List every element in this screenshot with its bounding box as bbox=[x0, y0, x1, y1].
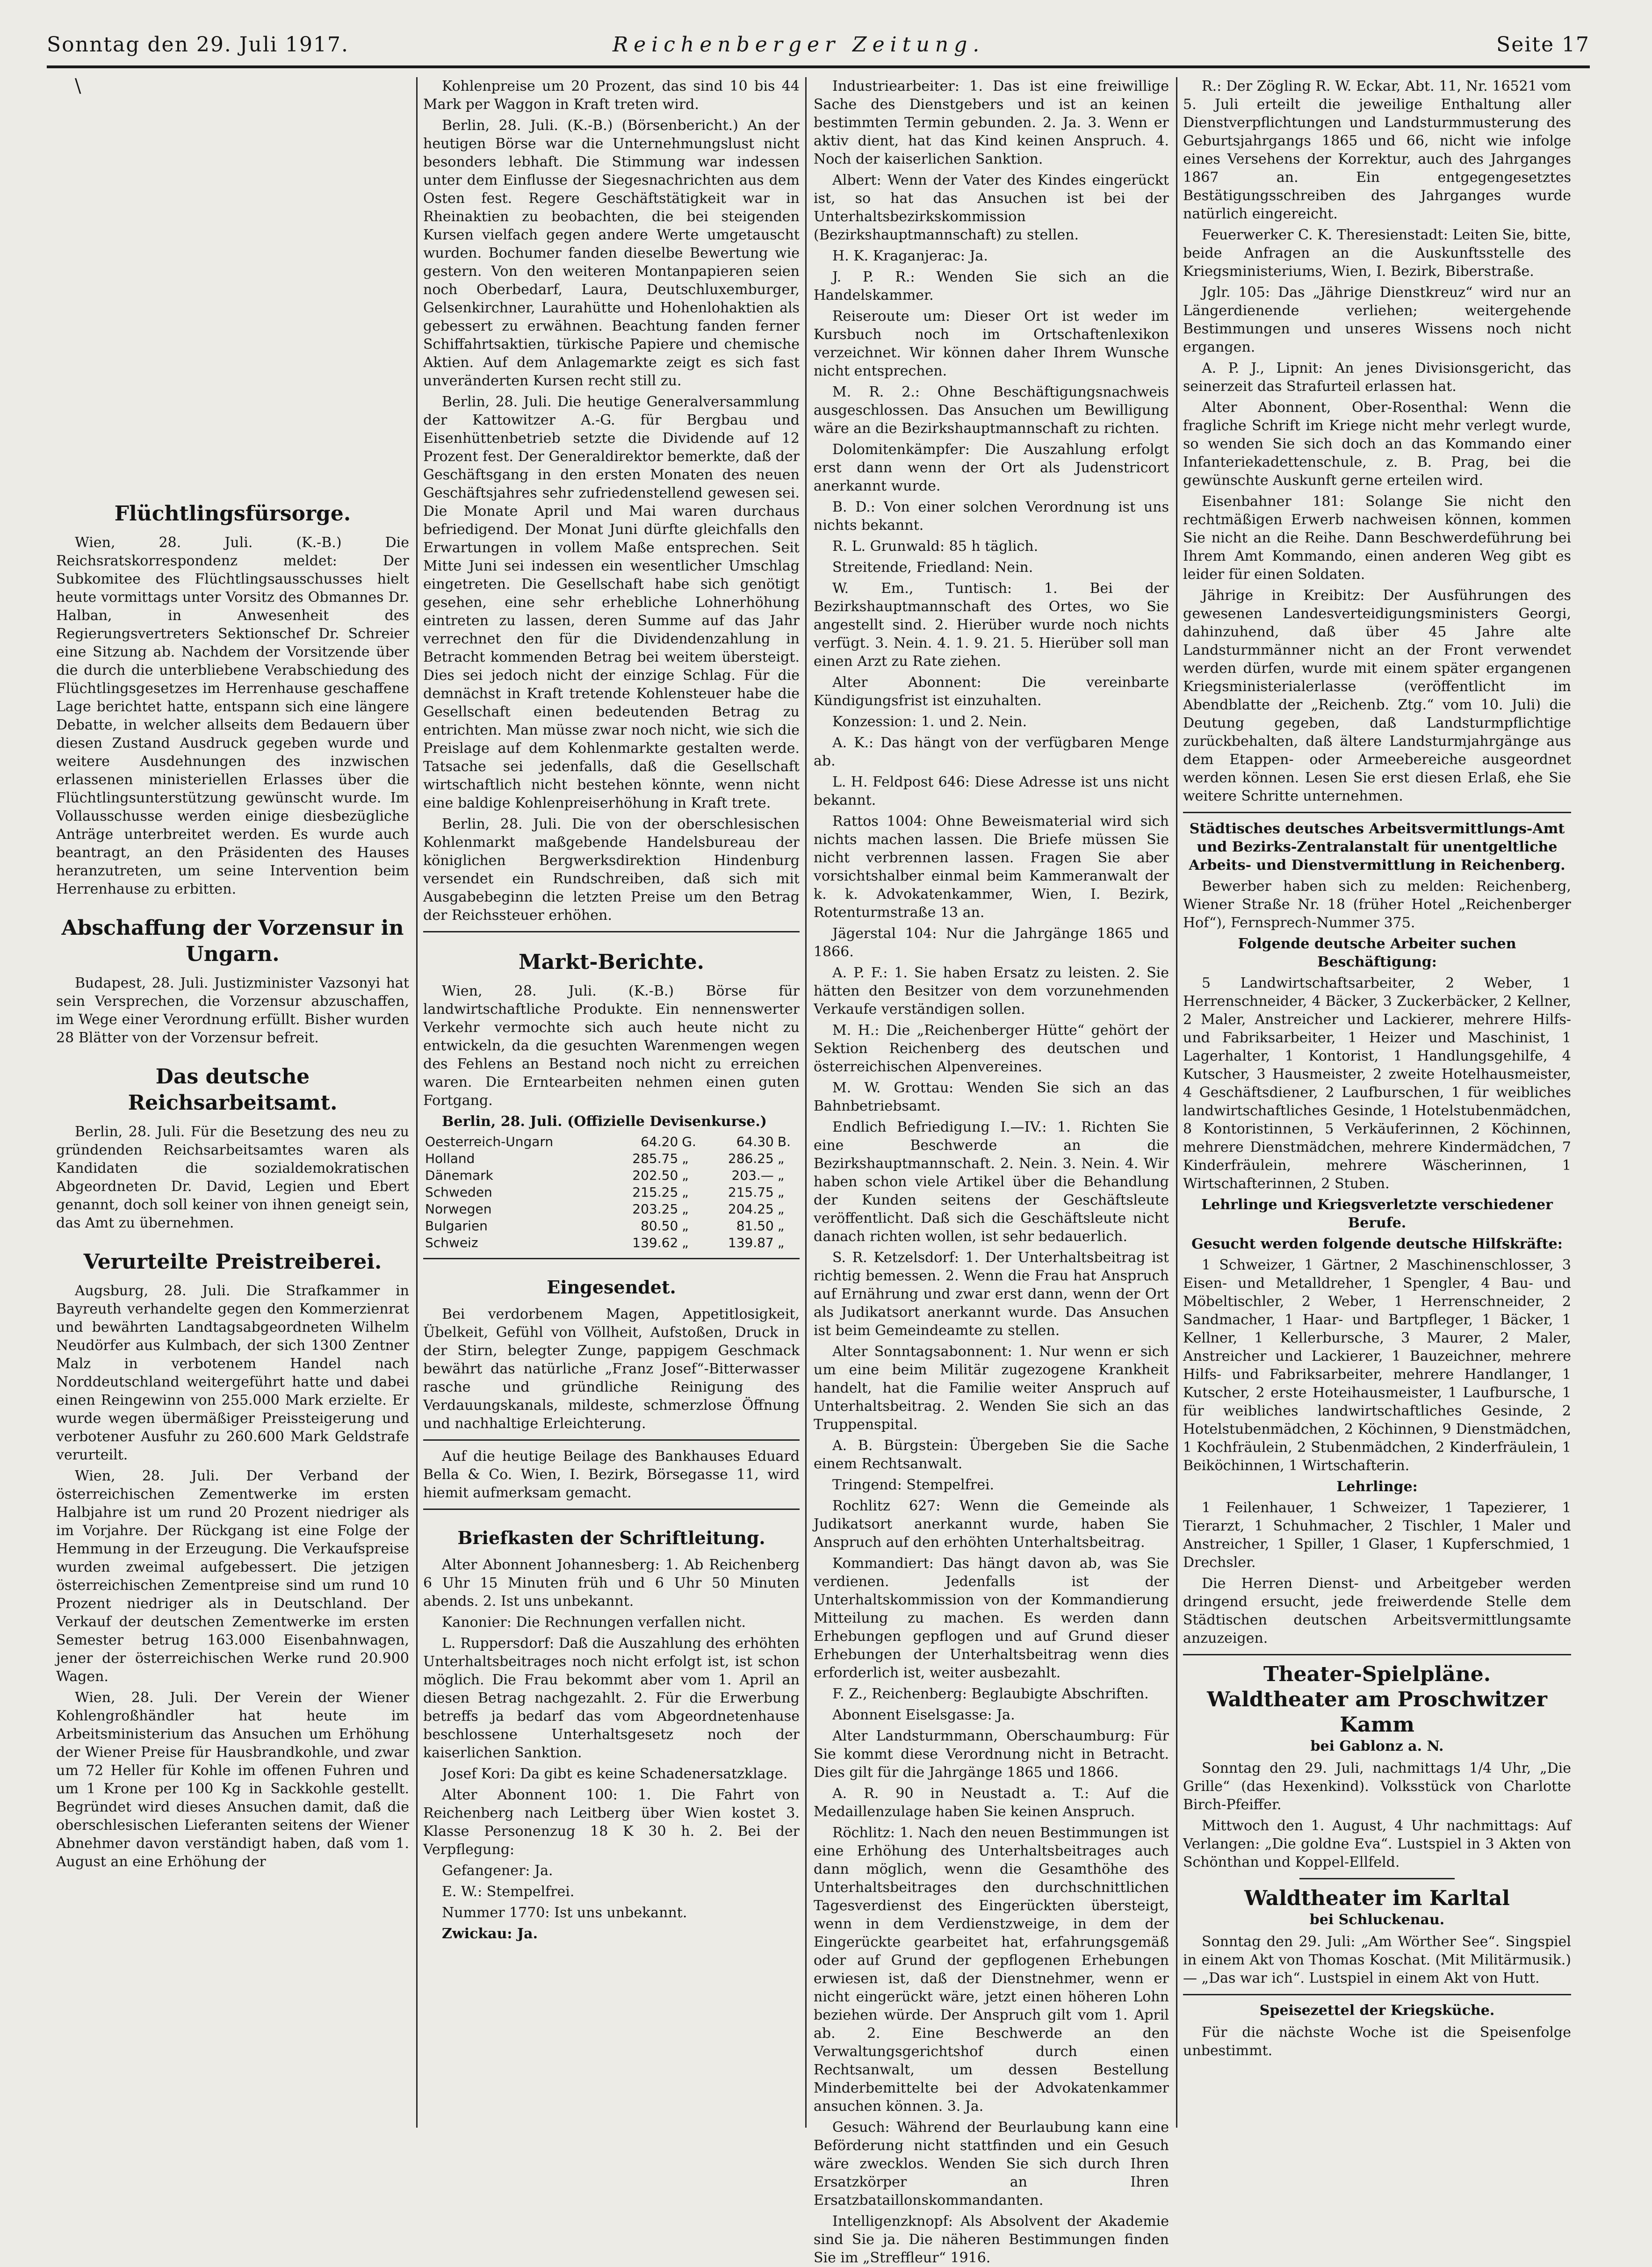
rate-ask: 204.25 bbox=[728, 1201, 774, 1217]
section-rule bbox=[423, 1509, 800, 1510]
letter-reply: Abonnent Eiselsgasse: Ja. bbox=[832, 1707, 1015, 1723]
letter-reply: Kommandiert: Das hängt davon ab, was Sie verdienen. Jedenfalls ist der Unterhaltskommission von der Kommandierung Mitteilung zu machen. Es werden dann Erhebungen gepflogen und auf Grund dieser Erhebungen der Unterhaltsbeitrag wenn dies erforderlich ist, weiter ausbezahlt. bbox=[814, 1555, 1169, 1681]
letter-reply: Tringend: Stempelfrei. bbox=[832, 1477, 995, 1493]
rate-bid: 285.75 bbox=[632, 1151, 678, 1166]
rate-mark: „ bbox=[682, 1184, 689, 1200]
letter-reply: Gesuch: Während der Beurlaubung kann eine Beförderung nicht stattfinden und ein Gesuch wäre zwecklos. Wenden Sie sich durch Ihren Ersatzkörper an Ihren Ersatzbataillonskommandanten. bbox=[814, 2119, 1169, 2209]
article-text: Berlin, 28. Juli. Die heutige Generalversammlung der Kattowitzer A.-G. für Bergbau und Eisenhüttenbetrieb setzte die Dividende auf 12 Prozent fest. Der Generaldirektor bemerkte, daß der Geschäftsgang in den ersten Monaten des neuen Geschäftsjahres sehr zufriedenstellend gewesen sei. Die Monate April und Mai waren durchaus befriedigend. Der Monat Juni dürfte gleichfalls den Erwartungen in vollem Maße entsprechen. Seit Mitte Juni sei indessen ein wesentlicher Umschlag eingetreten. Die Gesellschaft habe sich genötigt gesehen, eine sehr erhebliche Lohnerhöhung eintreten zu lassen, deren Summe auf das Jahr verrechnet den für die Dividendenzahlung in Betracht kommenden Betrag bei weitem übersteigt. Dies sei jedoch nicht der einzige Schlag. Für die demnächst in Kraft tretende Kohlensteuer habe die Gesellschaft einen bedeutenden Betrag zu entrichten. Man müsse zwar noch nicht, wie sich die Preislage auf dem Kohlenmarkte gestalten werde. Tatsache sei jedenfalls, daß die Gesellschaft wirtschaftlich nicht bestehen könnte, wenn nicht eine baldige Kohlenpreiserhöhung in Kraft trete. bbox=[423, 394, 800, 811]
letter-reply: M. W. Grottau: Wenden Sie sich an das Bahnbetriebsamt. bbox=[814, 1080, 1169, 1114]
currency-name: Bulgarien bbox=[425, 1218, 488, 1234]
letter-reply: J. P. R.: Wenden Sie sich an die Handelskammer. bbox=[814, 269, 1169, 303]
rate-mark: G. bbox=[682, 1134, 696, 1149]
column-rule bbox=[1176, 77, 1177, 2128]
rate-mark: „ bbox=[777, 1218, 785, 1234]
letter-reply: Alter Abonnent 100: 1. Die Fahrt von Reichenberg nach Leitberg über Wien kostet 3. Klasse Personenzug 18 K 30 h. 2. Bei der Verpflegung: bbox=[423, 1787, 800, 1858]
page-number: Seite 17 bbox=[1496, 33, 1590, 57]
letter-reply: A. P. J., Lipnit: An jenes Divisionsgericht, das seinerzeit das Strafurteil erlassen hat. bbox=[1183, 360, 1571, 395]
letter-reply: Röchlitz: 1. Nach den neuen Bestimmungen ist eine Erhöhung des Unterhaltsbeitrages auch dann möglich, wenn die Gesamthöhe des Unterhaltsbeitrages den durchschnittlichen Tagesverdienst des Eingerückten übersteigt, wenn in dem Verdienstzweige, in dem der Eingerückte gearbeitet hat, erfahrungsgemäß oder auf Grund der gepflogenen Erhebungen erwiesen ist, daß der Dienstnehmer, wenn er nicht eingerückt wäre, jetzt einen höheren Lohn beziehen würde. Der Anspruch gilt vom 1. April ab. 2. Eine Beschwerde an den Verwaltungsgerichtshof durch einen Rechtsanwalt, um dessen Bestellung Minderbemittelte bei der Advokatenkammer ansuchen können. 3. Ja. bbox=[814, 1825, 1169, 2115]
program-text: Mittwoch den 1. August, 4 Uhr nachmittags: Auf Verlangen: „Die goldne Eva“. Lustspiel in 3 Akten von Schönthan und Koppel-Ellfeld. bbox=[1183, 1818, 1571, 1870]
article-text: Wien, 28. Juli. Der Verband der österreichischen Zementwerke im ersten Halbjahre ist um rund 20 Prozent niedriger als im Vorjahre. Der Rückgang ist eine Folge der Hemmung in der Erzeugung. Die Verkaufspreise wurden zweimal aufgebessert. Die jetzigen österreichischen Zementpreise sind um rund 10 Prozent niedriger als in Deutschland. Der Verkauf der deutschen Zementwerke im ersten Semester betrug 163.000 Eisenbahnwagen, jener der österreichischen Werke rund 20.900 Wagen. bbox=[56, 1468, 409, 1685]
letter-reply: Alter Abonnent: Die vereinbarte Kündigungsfrist ist einzuhalten. bbox=[814, 674, 1169, 709]
article-heading: Flüchtlingsfürsorge. bbox=[114, 502, 351, 526]
stray-mark: \ bbox=[75, 75, 81, 97]
rate-ask: 215.75 bbox=[728, 1184, 774, 1200]
notice-text: Die Herren Dienst- und Arbeitgeber werden dringend ersucht, jede freiwerdende Stelle dem Städtischen deutschen Arbeitsvermittlungsamte anzuzeigen. bbox=[1183, 1575, 1571, 1646]
newspaper-title: Reichenberger Zeitung. bbox=[613, 33, 985, 57]
subsection-heading: Lehrlinge: bbox=[1336, 1479, 1418, 1495]
letter-reply: E. W.: Stempelfrei. bbox=[442, 1884, 575, 1900]
section-heading: Markt-Berichte. bbox=[519, 950, 704, 974]
theater-name: Waldtheater am Proschwitzer Kamm bbox=[1207, 1688, 1547, 1737]
rate-mark: „ bbox=[777, 1151, 785, 1166]
letter-reply: Josef Kori: Da gibt es keine Schadenersatzklage. bbox=[442, 1766, 788, 1782]
rate-bid: 64.20 bbox=[641, 1134, 678, 1149]
rate-mark: „ bbox=[682, 1151, 689, 1166]
rate-mark: „ bbox=[777, 1184, 785, 1200]
letter-reply: R. L. Grunwald: 85 h täglich. bbox=[832, 538, 1039, 555]
letter-reply: Alter Abonnent Johannesberg: 1. Ab Reichenberg 6 Uhr 15 Minuten früh und 6 Uhr 50 Minuten abends. 2. Ist uns unbekannt. bbox=[423, 1557, 800, 1610]
currency-name: Schweden bbox=[425, 1184, 492, 1200]
letter-reply: Dolomitenkämpfer: Die Auszahlung erfolgt erst dann wenn der Ort als Judenstricort anerkannt wurde. bbox=[814, 441, 1169, 494]
letter-reply: Industriearbeiter: 1. Das ist eine freiwillige Sache des Dienstgebers und ist an keinen bestimmten Termin gebunden. 2. Ja. 3. Wenn er aktiv dient, hat das Kind keinen Anspruch. 4. Noch der kaiserlichen Sanktion. bbox=[814, 78, 1169, 167]
program-text: Sonntag den 29. Juli: „Am Wörther See“. Singspiel in einem Akt von Thomas Koschat. (Mit Militärmusik.) — „Das war ich“. Lustspiel in einem Akt von Hutt. bbox=[1183, 1934, 1571, 1986]
section-rule bbox=[1183, 1654, 1571, 1655]
rate-mark: „ bbox=[682, 1201, 689, 1217]
letter-reply: M. H.: Die „Reichenberger Hütte“ gehört der Sektion Reichenberg des deutschen und österreichischen Alpenvereines. bbox=[814, 1022, 1169, 1075]
column-3 bbox=[814, 77, 1169, 2266]
letter-reply: Reiseroute um: Dieser Ort ist weder im Kursbuch noch im Ortschaftenlexikon verzeichnet. Wir können daher Ihrem Wunsche nicht entsprechen. bbox=[814, 308, 1169, 379]
notice-text: 1 Feilenhauer, 1 Schweizer, 1 Tapezierer, 1 Tierarzt, 1 Schuhmacher, 2 Tischler, 1 Maler und Anstreicher, 1 Spiller, 1 Glaser, 1 Kupferschmied, 1 Drechsler. bbox=[1183, 1500, 1571, 1571]
letter-reply: S. R. Ketzelsdorf: 1. Der Unterhaltsbeitrag ist richtig bemessen. 2. Wenn die Frau hat Anspruch auf Ernährung und zwar erst dann, wenn der Ort als Judikatsort anerkannt wurde. Das Ansuchen ist beim Gemeindeamte zu stellen. bbox=[814, 1249, 1169, 1339]
rate-mark: „ bbox=[682, 1218, 689, 1234]
rate-bid: 80.50 bbox=[641, 1218, 678, 1234]
letter-reply: A. R. 90 in Neustadt a. T.: Auf die Medaillenzulage haben Sie keinen Anspruch. bbox=[814, 1785, 1169, 1820]
section-rule bbox=[423, 1258, 800, 1259]
advertisement-text: Bei verdorbenem Magen, Appetitlosigkeit, Übelkeit, Gefühl von Völlheit, Aufstoßen, Druck in der Stirn, belegter Zunge, pappigem Geschmack bewährt das natürliche „Franz Josef“-Bitterwasser rasche und gründliche Reinigung des Verdauungskanals, mildeste, schmerzlose Öffnung und nachhaltige Erleichterung. bbox=[423, 1306, 800, 1432]
letter-reply: Alter Sonntagsabonnent: 1. Nur wenn er sich um eine beim Militär zugezogene Krankheit handelt, hat die Familie weiter Anspruch auf Unterhaltsbeitrag. 2. Wenden Sie sich an das Truppenspital. bbox=[814, 1343, 1169, 1433]
section-rule bbox=[423, 1439, 800, 1441]
article-text: Wien, 28. Juli. (K.-B.) Die Reichsratskorrespondenz meldet: Der Subkomitee des Flüchtlingsausschusses hielt heute vormittags unter Vorsitz des Obmannes Dr. Halban, in Anwesenheit des Regierungsvertreters Sektionschef Dr. Schreier eine Sitzung ab. Nachdem der Vorsitzende über die durch die unterbliebene Verabschiedung des Flüchtlingsgesetzes im Herrenhause geschaffene Lage berichtet hatte, entspann sich eine längere Debatte, in welcher allseits dem Bedauern über diesen Zustand Ausdruck gegeben wurde und weitere Ausdehnungen des inzwischen erlassenen ministeriellen Erlasses über die Flüchtlingsunterstützung gewünscht wurde. Im Vollausschusse werden einige diesbezügliche Anträge unterbreitet werden. Es wurde auch beantragt, an den Präsidenten des Hauses heranzutreten, um seine Intervention beim Herrenhause zu erbitten. bbox=[56, 534, 409, 897]
letter-reply: A. P. F.: 1. Sie haben Ersatz zu leisten. 2. Sie hätten den Besitzer von dem vorzunehmenden Verkaufe verständigen sollen. bbox=[814, 965, 1169, 1018]
letter-reply: Jährige in Kreibitz: Der Ausführungen des gewesenen Landesverteidigungsministers Georgi, dahinzuhend, daß über 45 Jahre alte Landsturmmänner nicht an der Front verwendet werden dürfen, wurde mit einem später ergangenen Kriegsministerialerlasse (veröffentlicht im Abendblatte der „Reichenb. Ztg.“ vom 10. Juli) die Deutung gegeben, daß Landsturmpflichtige zurückbehalten, daß ältere Landsturmjahrgänge aus dem Etappen- oder Armeebereiche ausgeordnet werden können. Lesen Sie erst diesen Erlaß, ehe Sie weitere Schritte unternehmen. bbox=[1183, 587, 1571, 804]
letter-reply: B. D.: Von einer solchen Verordnung ist uns nichts bekannt. bbox=[814, 499, 1169, 534]
letter-reply: Zwickau: Ja. bbox=[442, 1926, 538, 1942]
rate-ask: 139.87 bbox=[728, 1235, 774, 1250]
notice-text: Für die nächste Woche ist die Speisenfolge unbestimmt. bbox=[1183, 2024, 1571, 2059]
article-text: Berlin, 28. Juli. (K.-B.) (Börsenbericht.) An der heutigen Börse war die Unternehmungslust nicht besonders lebhaft. Die Stimmung war indessen unter dem Einflusse der Siegesnachrichten aus dem Osten fest. Regere Geschäftstätigkeit war in Rheinaktien zu beobachten, die bei steigenden Kursen vielfach gegen andere Werte umgetauscht wurden. Bochumer fanden dieselbe Bewertung wie gestern. Von den weiteren Montanpapieren seien noch Oberbedarf, Laura, Deutschluxemburger, Gelsenkirchner, Laurahütte und Hohenlohaktien als gebessert zu erwähnen. Beachtung fanden ferner Schiffahrtsaktien, türkische Papiere und chemische Aktien. Auf dem Anlagemarkte zeigt es sich fast unveränderten Kursen recht still zu. bbox=[423, 117, 800, 389]
section-heading: Eingesendet. bbox=[547, 1277, 676, 1298]
article-text: Wien, 28. Juli. (K.-B.) Börse für landwirtschaftliche Produkte. Ein nennenswerter Verkehr vermochte sich auch heute nicht zu entwickeln, da die gesuchten Warenmengen wegen des Fehlens an Bestand noch nicht zu erreichen waren. Die Erntearbeiten nehmen einen guten Fortgang. bbox=[423, 983, 800, 1109]
rate-bid: 203.25 bbox=[632, 1201, 678, 1217]
section-heading: Städtisches deutsches Arbeitsvermittlungs-Amt und Bezirks-Zentralanstalt für unentgeltliche Arbeits- und Dienstvermittlung in Reichenberg. bbox=[1189, 821, 1565, 874]
article-text: Kohlenpreise um 20 Prozent, das sind 10 bis 44 Mark per Waggon in Kraft treten wird. bbox=[423, 78, 800, 113]
theater-location: bei Gablonz a. N. bbox=[1310, 1738, 1444, 1754]
letter-reply: M. R. 2.: Ohne Beschäftigungsnachweis ausgeschlossen. Das Ansuchen um Bewilligung wäre an die Bezirkshauptmannschaft zu richten. bbox=[814, 384, 1169, 437]
notice-text: 1 Schweizer, 1 Gärtner, 2 Maschinenschlosser, 3 Eisen- und Metalldreher, 1 Spengler, 4 Bau- und Möbeltischler, 2 Weber, 1 Herrenschneider, 2 Sandmacher, 1 Haar- und Bartpfleger, 1 Bäcker, 1 Kellner, 1 Kellerbursche, 3 Maurer, 2 Maler, Anstreicher und Lackierer, 1 Bauzeichner, mehrere Hilfs- und Fabriksarbeiter, mehrere Handlanger, 1 Kutscher, 2 erste Hoteihausmeister, 1 Laufbursche, 1 für weibliches landwirtschaftliches Gesinde, 2 Hotelstubenmädchen, 2 Köchinnen, 9 Dienstmädchen, 1 Kochfräulein, 2 Stubenmädchen, 2 Kinderfräulein, 1 Beiköchinnen, 1 Wirtschafterin. bbox=[1183, 1257, 1571, 1474]
letter-reply: A. K.: Das hängt von der verfügbaren Menge ab. bbox=[814, 735, 1169, 769]
article-text: Berlin, 28. Juli. Die von der oberschlesischen Kohlenmarkt maßgebende Handelsbureau der königlichen Bergwerksdirektion Hindenburg versendet ein Rundschreiben, daß sich mit Ausgabebeginn die letzten Preise um den Betrag der Reichssteuer erhöhen. bbox=[423, 816, 800, 924]
subsection-heading: Lehrlinge und Kriegsverletzte verschiedener Berufe. bbox=[1201, 1197, 1553, 1231]
letter-reply: R.: Der Zögling R. W. Eckar, Abt. 11, Nr. 16521 vom 5. Juli erteilt die jeweilige Enthaltung aller Dienstverpflichtungen und Landsturmmusterung des Geburtsjahrgangs 1865 und 66, nicht wie infolge eines Versehens der Korrektur, auch des Jahrganges 1867 an. Ein entgegengesetztes Bestätigungsschreiben des Jahrganges wurde natürlich eingereicht. bbox=[1183, 78, 1571, 222]
letter-reply: Gefangener: Ja. bbox=[442, 1863, 553, 1879]
exchange-rate-row bbox=[423, 1184, 800, 1201]
issue-date: Sonntag den 29. Juli 1917. bbox=[47, 33, 349, 57]
exchange-rate-table bbox=[423, 1134, 800, 1251]
exchange-heading: Berlin, 28. Juli. (Offizielle Devisenkurse.) bbox=[442, 1113, 767, 1130]
advertisement-text: Auf die heutige Beilage des Bankhauses Eduard Bella & Co. Wien, I. Bezirk, Börsegasse 11, wird hiemit aufmerksam gemacht. bbox=[423, 1448, 800, 1501]
program-text: Sonntag den 29. Juli, nachmittags 1/4 Uhr, „Die Grille“ (das Hexenkind). Volksstück von Charlotte Birch-Pfeiffer. bbox=[1183, 1760, 1571, 1813]
rate-mark: „ bbox=[682, 1168, 689, 1183]
exchange-rate-row bbox=[423, 1167, 800, 1184]
section-rule bbox=[1299, 1878, 1455, 1879]
letter-reply: Intelligenzknopf: Als Absolvent der Akademie sind Sie ja. Die näheren Bestimmungen finden Sie im „Streffleur“ 1916. bbox=[814, 2213, 1169, 2266]
rate-ask: 203.— bbox=[731, 1168, 774, 1183]
subsection-heading: Folgende deutsche Arbeiter suchen Beschäftigung: bbox=[1238, 936, 1516, 970]
exchange-rate-row bbox=[423, 1150, 800, 1167]
notice-text: Bewerber haben sich zu melden: Reichenberg, Wiener Straße Nr. 18 (früher Hotel „Reichenberger Hof“), Fernsprech-Nummer 375. bbox=[1183, 878, 1571, 931]
letter-reply: Nummer 1770: Ist uns unbekannt. bbox=[442, 1905, 687, 1921]
rate-bid: 202.50 bbox=[632, 1168, 678, 1183]
letter-reply: Eisenbahner 181: Solange Sie nicht den rechtmäßigen Erwerb nachweisen können, kommen Sie nicht an die Reihe. Dann Beschwerdeführung bei Ihrem Amt Kommando, einen anderen Weg gibt es leider für einen Soldaten. bbox=[1183, 493, 1571, 583]
section-rule bbox=[1183, 1994, 1571, 1995]
rate-bid: 139.62 bbox=[632, 1235, 678, 1250]
letter-reply: Rattos 1004: Ohne Beweismaterial wird sich nichts machen lassen. Die Briefe müssen Sie nicht verbrennen lassen. Fragen Sie aber vorsichtshalber einmal beim Kammeranwalt der k. k. Advokatenkammer, Wien, I. Bezirk, Rotenturmstraße 13 an. bbox=[814, 813, 1169, 921]
article-text: Wien, 28. Juli. Der Verein der Wiener Kohlengroßhändler hat heute im Arbeitsministerium das Ansuchen um Erhöhung der Wiener Preise für Hausbrandkohle, und zwar um 72 Heller für Kohle im offenen Fuhren und um 1 Krone per 100 Kg in Sackkohle gestellt. Begründet wird dieses Ansuchen damit, daß die oberschlesischen Lieferanten seitens der Wiener Abnehmer davon verständigt haben, daß vom 1. August an eine Erhöhung der bbox=[56, 1689, 409, 1870]
letter-reply: F. Z., Reichenberg: Beglaubigte Abschriften. bbox=[832, 1686, 1149, 1702]
currency-name: Holland bbox=[425, 1151, 475, 1166]
letter-reply: Feuerwerker C. K. Theresienstadt: Leiten Sie, bitte, beide Anfragen an die Auskunftsstelle des Kriegsministeriums, Wien, I. Bezirk, Biberstraße. bbox=[1183, 227, 1571, 280]
article-text: Augsburg, 28. Juli. Die Strafkammer in Bayreuth verhandelte gegen den Kommerzienrat und bewährten Landtagsabgeordneten Wilhelm Neudörfer aus Kulmbach, der sich 1300 Zentner Malz in verbotenem Handel nach Norddeutschland weitergeführt hatte und dabei einen Reingewinn von 255.000 Mark erzielte. Er wurde wegen übermäßiger Preissteigerung und verbotener Ausfuhr zu 260.600 Mark Geldstrafe verurteilt. bbox=[56, 1283, 409, 1463]
article-text: Budapest, 28. Juli. Justizminister Vazsonyi hat sein Versprechen, die Vorzensur abzuschaffen, im Wege einer Verordnung erfüllt. Bisher wurden 28 Blätter von der Vorzensur befreit. bbox=[56, 975, 409, 1046]
blank-space bbox=[56, 119, 409, 484]
exchange-rate-row bbox=[423, 1201, 800, 1218]
exchange-rate-row bbox=[423, 1235, 800, 1251]
theater-location: bei Schluckenau. bbox=[1309, 1912, 1445, 1928]
section-rule bbox=[1183, 812, 1571, 813]
letter-reply: L. H. Feldpost 646: Diese Adresse ist uns nicht bekannt. bbox=[814, 774, 1169, 809]
masthead bbox=[47, 33, 1590, 65]
article-text: Berlin, 28. Juli. Für die Besetzung des neu zu gründenden Reichsarbeitsamtes waren als Kandidaten die sozialdemokratischen Abgeordneten Dr. David, Legien und Ebert genannt, doch soll keiner von ihnen geneigt sein, das Amt zu übernehmen. bbox=[56, 1124, 409, 1231]
notice-text: 5 Landwirtschaftsarbeiter, 2 Weber, 1 Herrenschneider, 4 Bäcker, 3 Zuckerbäcker, 2 Kellner, 2 Maler, Anstreicher und Lackierer, mehrere Hilfs- und Fabriksarbeiter, 1 Heizer und Maschinist, 1 Lagerhalter, 1 Kontorist, 1 Handlungsgehilfe, 4 Kutscher, 3 Hausmeister, 2 zweite Hotelhausmeister, 4 Geschäftsdiener, 2 Laufburschen, 1 für weibliches landwirtschaftliches Gesinde, 1 Hotelstubenmädchen, 8 Kontoristinnen, 5 Verkäuferinnen, 2 Köchinnen, mehrere Dienstmädchen, mehrere Kindermädchen, 7 Kinderfräulein, mehrere Wäscherinnen, 1 Wirtschafterinnen, 2 Stuben. bbox=[1183, 975, 1571, 1192]
section-heading: Theater-Spielpläne. bbox=[1263, 1662, 1491, 1686]
section-heading: Speisezettel der Kriegsküche. bbox=[1259, 2002, 1495, 2019]
rate-mark: „ bbox=[777, 1201, 785, 1217]
theater-name: Waldtheater im Karltal bbox=[1244, 1886, 1510, 1910]
letter-reply: Alter Abonnent, Ober-Rosenthal: Wenn die fragliche Schrift im Kriege nicht mehr verlegt wurde, so wenden Sie sich doch an das Kommando einer Infanteriekadettenschule, z. B. Prag, bei die gewünschte Auskunft gerne erteilen wird. bbox=[1183, 399, 1571, 489]
letter-reply: A. B. Bürgstein: Übergeben Sie die Sache einem Rechtsanwalt. bbox=[814, 1437, 1169, 1472]
rate-mark: „ bbox=[777, 1235, 785, 1250]
letter-reply: Albert: Wenn der Vater des Kindes eingerückt ist, so hat das Ansuchen ist bei der Unterhaltsbezirkskommission (Bezirkshauptmannschaft) zu stellen. bbox=[814, 172, 1169, 243]
letter-reply: Jglr. 105: Das „Jährige Dienstkreuz“ wird nur an Längerdienende verliehen; weitergehende Bestimmungen und unseres Wissens noch nicht ergangen. bbox=[1183, 284, 1571, 355]
column-2 bbox=[423, 77, 800, 2128]
exchange-rate-row bbox=[423, 1218, 800, 1235]
rate-ask: 64.30 bbox=[736, 1134, 774, 1149]
section-heading: Briefkasten der Schriftleitung. bbox=[457, 1527, 765, 1548]
letter-reply: Alter Landsturmmann, Oberschaumburg: Für Sie kommt diese Verordnung nicht in Betracht. Dies gilt für die Jahrgänge 1865 und 1866. bbox=[814, 1728, 1169, 1781]
rate-ask: 81.50 bbox=[736, 1218, 774, 1234]
letter-reply: Streitende, Friedland: Nein. bbox=[832, 559, 1033, 576]
column-1 bbox=[56, 77, 409, 2128]
letter-reply: Endlich Befriedigung I.—IV.: 1. Richten Sie eine Beschwerde an die Bezirkshauptmannschaft. 2. Nein. 3. Nein. 4. Wir haben schon viele Artikel über die Behandlung der Kunden seitens der Geschäftsleute veröffentlicht. Daß sich die Geschäftsleute nicht danach richten wollen, ist sehr bedauerlich. bbox=[814, 1119, 1169, 1245]
letter-reply: L. Ruppersdorf: Daß die Auszahlung des erhöhten Unterhaltsbeitrages noch nicht erfolgt ist, ist schon möglich. Die Frau bekommt aber vom 1. April an diesen Betrag nachgezahlt. 2. Für die Erwerbung betreffs ja bedarf das vom Abgeordnetenhause beschlossene Unterhaltsgesetz noch der kaiserlichen Sanktion. bbox=[423, 1635, 800, 1761]
letter-reply: Konzession: 1. und 2. Nein. bbox=[832, 714, 1027, 730]
rate-mark: „ bbox=[777, 1168, 785, 1183]
currency-name: Norwegen bbox=[425, 1201, 492, 1217]
masthead-rule bbox=[47, 65, 1590, 68]
subsection-heading: Gesucht werden folgende deutsche Hilfskräfte: bbox=[1191, 1236, 1563, 1252]
article-heading: Verurteilte Preistreiberei. bbox=[83, 1250, 382, 1274]
article-heading: Das deutsche Reichsarbeitsamt. bbox=[128, 1065, 338, 1115]
currency-name: Oesterreich-Ungarn bbox=[425, 1134, 554, 1149]
letter-reply: Rochlitz 627: Wenn die Gemeinde als Judikatsort anerkannt wurde, haben Sie Anspruch auf den erhöhten Unterhaltsbeitrag. bbox=[814, 1498, 1169, 1551]
currency-name: Schweiz bbox=[425, 1235, 478, 1250]
rate-mark: „ bbox=[682, 1235, 689, 1250]
article-heading: Abschaffung der Vorzensur in Ungarn. bbox=[61, 916, 404, 966]
letter-reply: H. K. Kraganjerac: Ja. bbox=[832, 248, 988, 264]
column-rule bbox=[416, 77, 418, 2128]
currency-name: Dänemark bbox=[425, 1168, 493, 1183]
column-rule bbox=[805, 77, 807, 2128]
rate-mark: B. bbox=[777, 1134, 791, 1149]
letter-reply: Kanonier: Die Rechnungen verfallen nicht. bbox=[442, 1614, 746, 1631]
letter-reply: Jägerstal 104: Nur die Jahrgänge 1865 und 1866. bbox=[814, 925, 1169, 960]
section-rule bbox=[423, 931, 800, 932]
column-4 bbox=[1183, 77, 1571, 2128]
letter-reply: W. Em., Tuntisch: 1. Bei der Bezirkshauptmannschaft des Ortes, wo Sie angestellt sind. 2. Hierüber wurde noch nichts verfügt. 3. Nein. 4. 1. 9. 21. 5. Hierüber soll man einen Arzt zu Rate ziehen. bbox=[814, 580, 1169, 670]
rate-ask: 286.25 bbox=[728, 1151, 774, 1166]
exchange-rate-row bbox=[423, 1134, 800, 1150]
rate-bid: 215.25 bbox=[632, 1184, 678, 1200]
